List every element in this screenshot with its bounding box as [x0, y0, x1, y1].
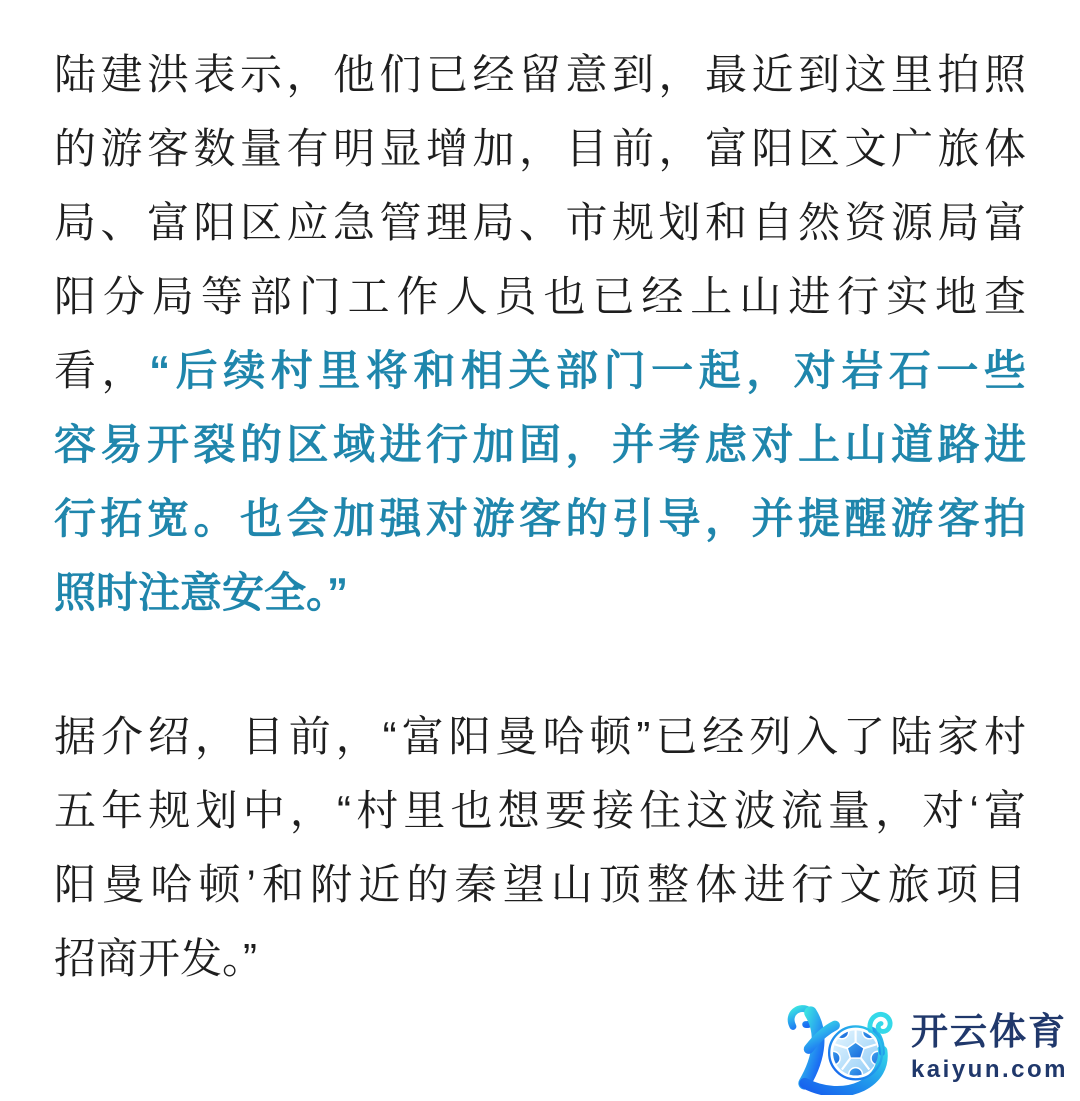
p1-line-4-text: 阳分局等部门工作人员也已经上山进行实地查: [54, 273, 1026, 320]
p1-line-4: [54, 260, 1026, 334]
p1-line-6: [54, 408, 1026, 482]
p1-line-6-text: 容易开裂的区域进行加固，并考虑对上山道路进: [54, 421, 1026, 468]
p1-line-7: [54, 482, 1026, 556]
paragraph-2: [54, 700, 1026, 996]
footer-logo-row: [0, 1000, 1080, 1097]
p1-line-5-dark-text: 看，: [54, 347, 150, 394]
p1-line-3: [54, 186, 1026, 260]
p1-line-1-text: 陆建洪表示，他们已经留意到，最近到这里拍照: [54, 51, 1026, 98]
paragraph-1: [54, 38, 1026, 630]
p2-line-3: [54, 848, 1026, 922]
p1-line-2: [54, 112, 1026, 186]
brand-name-cn: 开云体育: [910, 1011, 1067, 1053]
p2-line-4-text: 招商开发。”: [54, 935, 257, 982]
kaiyun-logo[interactable]: [778, 1002, 1068, 1095]
p1-line-5: [54, 334, 1026, 408]
p1-line-3-text: 局、富阳区应急管理局、市规划和自然资源局富: [54, 199, 1026, 246]
p2-line-1: [54, 700, 1026, 774]
kaiyun-logo-text: [911, 1013, 1068, 1084]
p2-line-2: [54, 774, 1026, 848]
brand-domain: kaiyun.com: [910, 1055, 1068, 1083]
p1-line-5-quote-text: “后续村里将和相关部门一起，对岩石一些: [149, 347, 1026, 394]
p1-line-1: [54, 38, 1026, 112]
p2-line-3-text: 阳曼哈顿’和附近的秦望山顶整体进行文旅项目: [54, 861, 1026, 908]
p2-line-2-text: 五年规划中，“村里也想要接住这波流量，对‘富: [54, 787, 1026, 834]
p1-line-8: [54, 556, 1026, 630]
p1-line-7-text: 行拓宽。也会加强对游客的引导，并提醒游客拍: [54, 495, 1026, 542]
p2-line-4: [54, 922, 1026, 996]
p1-line-2-text: 的游客数量有明显增加，目前，富阳区文广旅体: [54, 125, 1026, 172]
p2-line-1-text: 据介绍，目前，“富阳曼哈顿”已经列入了陆家村: [54, 713, 1026, 760]
p1-line-8-text: 照时注意安全。”: [54, 569, 349, 616]
kaiyun-k-football-icon: [778, 1002, 896, 1095]
